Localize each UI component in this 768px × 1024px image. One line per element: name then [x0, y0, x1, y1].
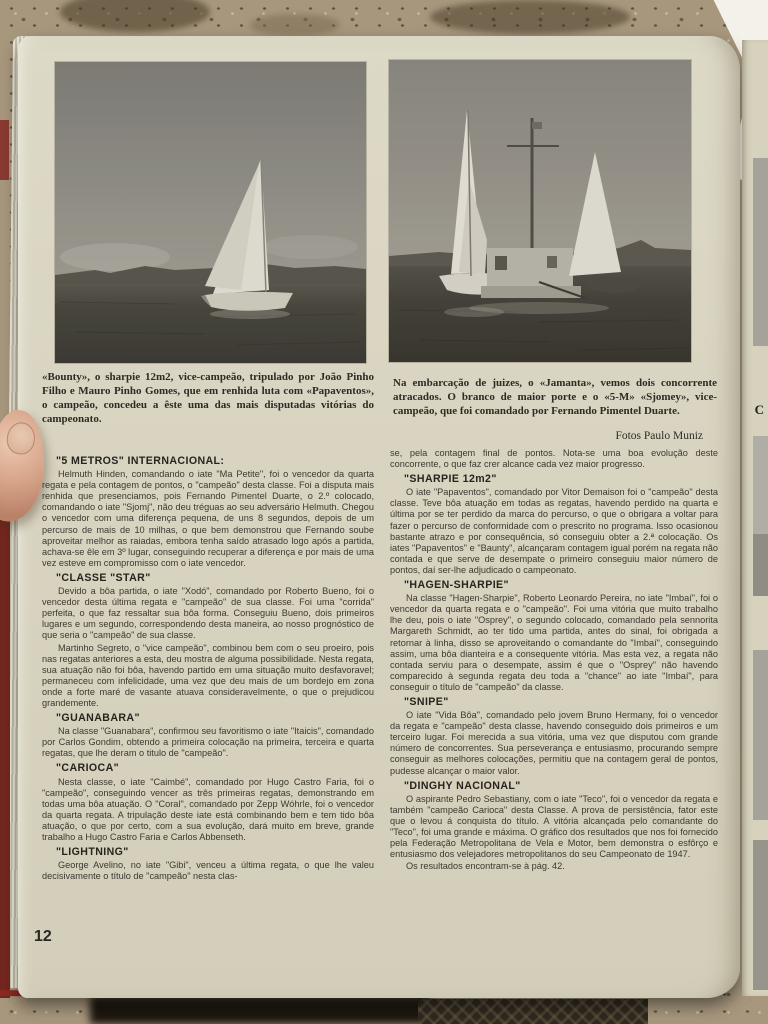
paragraph: George Avelino, no iate "Gibi", venceu a última regata, o que lhe valeu decisivamente o título de "campeão" nesta clas- [42, 860, 374, 882]
book-shadow [90, 996, 430, 1024]
shoe-tread-shadow [418, 999, 648, 1024]
paragraph: Helmuth Hinden, comandando o iate "Ma Petite", foi o vencedor da quarta regata e pela contagem de pontos, o "campeão" desta classe. Foi a disputa mais renhida que presenciamos, pois Fernando Pimentel Duarte, o 2.º colocado, comandando o iate "Sjomj", não deu tréguas ao seu adversário Helmuth. Chegou o vencedor com uma diferença pequena, de uns 8 segundos, depois de um percurso de mais de 10 milhas, o que bem demonstrou que Fernando soube aproveitar melhor as raiadas, embora tenha saído atrasado logo após a partida, achava-se êle em 3º lugar, conseguindo recuperar a diferença e por mais de uma vez esteve em compromisso com o iate vencedor. [42, 469, 374, 568]
adjacent-page-edge [742, 40, 768, 996]
right-text-column [390, 448, 718, 960]
continuation-paragraph: se, pela contagem final de pontos. Nota-se uma boa evolução deste concorrente, o que faz crer alcance cada vez maior progresso. [390, 448, 718, 470]
paragraph: Nesta classe, o iate "Caimbé", comandado por Hugo Castro Faria, foi o "campeão", conseguindo vencer as três primeiras regatas, demonstrando em todas uma bôa atuação. O "Coral", comandado por Zepp Wóhrle, foi o vencedor da quarta regata. A tripulação deste iate está combinando bem e tem tido bôa atuação, o que por certo, com a sua evolução, dará muito em breve, grande trabalho a Hugo Castro Faria e Carlos Abbenseth. [42, 776, 374, 842]
floor-stain [60, 0, 210, 32]
section-heading-lightning: "LIGHTNING" [56, 846, 129, 859]
page-number: 12 [34, 928, 52, 945]
right-photo-caption: Na embarcação de juizes, o «Jamanta», vemos dois concorrente atracados. O branco de maior porte e o «5-M» «Sjomey», vice-campeão, que foi comandado por Fernando Pimentel Duarte. [393, 377, 717, 417]
adjacent-page-photo-fragment [753, 158, 768, 346]
left-photo-sailboat [55, 62, 366, 363]
book-spine-upper [0, 120, 9, 180]
section-heading-5-metros: "5 METROS" INTERNACIONAL: [56, 455, 225, 467]
section-heading-carioca: "CARIOCA" [56, 762, 120, 775]
paragraph: O iate "Papaventos", comandado por Vitor Demaison foi o "campeão" desta classe. Teve bôa atuação em todas as regatas, havendo perdido na quarta e última por se ter perdido da marca do percurso, o que o obrigara a voltar para fazer o percurso de conformidade com o prescrito no programa. Isso ocasionou bastante atrazo e por consequência, só conseguiu obter a 2.ª colocação. Os iates "Papaventos" e "Baunty", alcançaram contagem igual porém na regata não contada e que serve de desempate o primeiro conseguiu maior número de pontos, daí ser-lhe adjudicado o campeonato. [390, 487, 718, 575]
section-heading-snipe: "SNIPE" [404, 695, 449, 708]
floor-stain [430, 0, 630, 34]
paragraph: O aspirante Pedro Sebastiany, com o iate "Teco", foi o vencedor da regata e também "campeão Carioca" desta Classe. A prova de persistência, fator este que o levou á conquista do título. A vitória alcançada pelo comandante do "Teco", foi uma grande e máxima. O gráfico dos resultados que nos foi fornecido pela Federação Metropolitana de Vela e Motor, bem demonstra o esfôrço e entusiasmo dos velejadores metropolitanos do seu Campeonato de 1947. [390, 793, 718, 860]
right-photo-judges-boat [389, 60, 691, 362]
adjacent-page-photo-fragment [753, 840, 768, 990]
left-text-column [42, 452, 374, 924]
thumbnail [5, 421, 36, 456]
paragraph: O iate "Vida Bôa", comandado pelo jovem Bruno Hermany, foi o vencedor da regata e "campeão" desta classe, havendo conseguido dois primeiros e um terceiro lugar. Foi merecida a sua vitória, uma vez que disputou com grande número de concorrentes. Sua perseverança e entusiasmo, procurando sempre conseguir as melhores colocações, permitiu que na contagem geral de pontos, pudesse alcançar o maior valor. [390, 710, 718, 776]
paragraph: Martinho Segreto, o "vice campeão", combinou bem com o seu proeiro, pois nas regatas anteriores a esta, deu mostra de alguma possibilidade. Nesta regata, sua atuação não foi bôa, havendo partido em uma situação muito desfavoravel; permaneceu com infelicidade, uma vez que deu mais de um bordejo em zona onde a forte maré de vasante atuava consideravelmente, o que o prejudicou grandemente. [42, 642, 374, 708]
book-spine [0, 520, 10, 998]
paragraph: Na classe "Hagen-Sharpie", Roberto Leonardo Pereira, no iate "Imbaí", foi o vencedor da quarta regata e o "campeão". Foi uma vitória que muito trabalho lhe deu, pois o iate "Osprey", o segundo colocado, comandado pela sennorita Margareth Schmidt, ao ter tido uma partida, antes do sinal, foi obrigada a retornar à linha, disso se aproveitando o comandante do "Imbaí", conseguindo assim, uma bôa dianteira e a consequente vitória. Mas esta vez, a regata não contada serviu para o desempate, assim é que o "Osprey" não havendo comparecido à segunda regata deu toda a "chance" ao iate "Imbaí", para conseguir o título de "campeão" da classe. [390, 593, 718, 692]
section-heading-dinghy-nacional: "DINGHY NACIONAL" [404, 779, 521, 792]
adjacent-page-letter: C [754, 402, 764, 417]
section-heading-guanabara: "GUANABARA" [56, 712, 140, 725]
section-heading-hagen-sharpie: "HAGEN-SHARPIE" [404, 579, 509, 592]
paragraph: Devido a bôa partida, o iate "Xodó", comandado por Roberto Bueno, foi o vencedor desta última regata e "campeão" de sua classe. Foi uma "corrida" perfeita, o que faz ressaltar sua bôa forma. Conseguiu Bueno, dois primeiros lugares e um segundo, correspondendo desta maneira, ao nosso prognóstico de que seria o "campeão" de sua classe. [42, 586, 374, 641]
adjacent-page-photo-fragment [753, 534, 768, 596]
left-photo-caption: «Bounty», o sharpie 12m2, vice-campeão, tripulado por João Pinho Filho e Mauro Pinho Gomes, que em renhida luta com «Papaventos», o campeão, concedeu a êste uma das mais disputadas vitórias do campeonato. [42, 371, 374, 425]
section-heading-sharpie-12m2: "SHARPIE 12m2" [404, 473, 497, 486]
floor-stain [250, 14, 340, 36]
adjacent-page-photo-fragment [753, 436, 768, 534]
adjacent-page-photo-fragment [753, 650, 768, 820]
photo-credit: Fotos Paulo Muniz [615, 430, 703, 442]
section-heading-classe-star: "CLASSE "STAR" [56, 571, 151, 584]
paragraph: Na classe "Guanabara", confirmou seu favoritismo o iate "Itaicis", comandado por Carlos Gondim, obtendo a primeira colocação na primeira, terceira e quarta regatas, que lhe deram o titulo de "campeão". [42, 726, 374, 759]
paragraph: Os resultados encontram-se à pág. 42. [406, 861, 565, 872]
